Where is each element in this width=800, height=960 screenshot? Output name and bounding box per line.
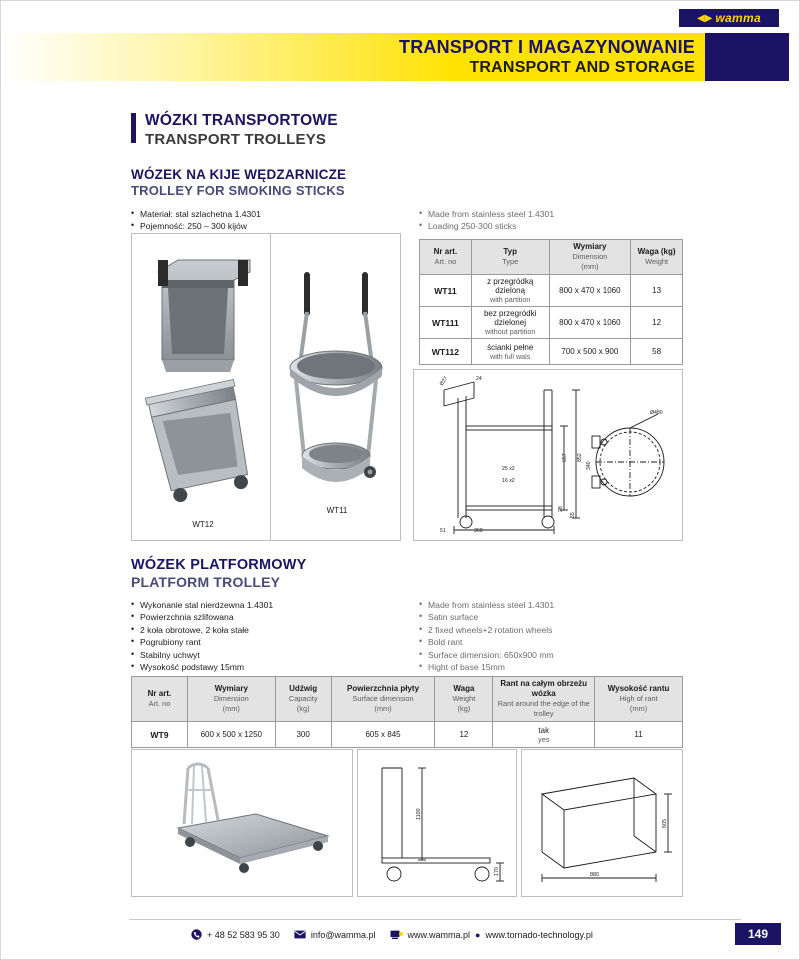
dim-340: 340 xyxy=(586,461,592,470)
header-title-en: TRANSPORT AND STORAGE xyxy=(469,59,695,76)
dim-880: 880 xyxy=(590,872,599,878)
cell-dimension: 800 x 470 x 1060 xyxy=(549,307,631,339)
dim-170: 170 xyxy=(494,867,500,876)
th-art-no: Nr art. Art. no xyxy=(132,677,188,722)
cell-capacity: 300 xyxy=(275,722,331,748)
list-item: • Satin surface xyxy=(419,611,669,623)
footer-divider xyxy=(129,919,741,920)
th-art-no: Nr art. Art. no xyxy=(420,240,472,275)
cell-type: bez przegródki dzielonej without partition xyxy=(471,307,549,339)
dot-separator-icon: ● xyxy=(475,929,481,940)
footer-phone-text: + 48 52 583 95 30 xyxy=(207,929,280,940)
product2-features-en xyxy=(419,599,669,673)
section-title-en: TRANSPORT TROLLEYS xyxy=(145,131,327,148)
dim-24: 24 xyxy=(476,376,482,382)
product1-photo-box xyxy=(131,233,401,541)
list-item: • Made from stainless steel 1.4301 xyxy=(419,599,669,611)
dim-605: 605 xyxy=(662,819,668,828)
list-item: • Pogrubiony rant xyxy=(131,636,401,648)
th-capacity: Udźwig Capacity (kg) xyxy=(275,677,331,722)
th-weight: Waga (kg) Weight xyxy=(631,240,683,275)
cell-type: ścianki pełne with full wals xyxy=(471,339,549,365)
dim-25: 25 x2 xyxy=(502,466,515,472)
dim-360: 360 xyxy=(474,528,483,534)
cell-dimension: 600 x 500 x 1250 xyxy=(187,722,275,748)
header-blue-band xyxy=(741,33,789,81)
cell-rant-height: 11 xyxy=(595,722,683,748)
th-dimension: Wymiary Dimension (mm) xyxy=(187,677,275,722)
page-number: 149 xyxy=(735,923,781,945)
table-row xyxy=(420,275,683,307)
product1-title-pl: WÓZEK NA KIJE WĘDZARNICZE xyxy=(131,167,347,182)
list-item: • Materiał: stal szlachetna 1.4301 xyxy=(131,208,391,220)
th-dimension: Wymiary Dimension (mm) xyxy=(549,240,631,275)
cell-type: z przegródką dzieloną with partition xyxy=(471,275,549,307)
list-item: • Pojemność: 250 – 300 kijów xyxy=(131,220,391,232)
table-row xyxy=(420,307,683,339)
dim-51: 51 xyxy=(440,528,446,534)
th-rant-height: Wysokość rantu High of rant (mm) xyxy=(595,677,683,722)
list-item: • Stabilny uchwyt xyxy=(131,649,401,661)
product2-title-pl: WÓZEK PLATFORMOWY xyxy=(131,557,307,573)
footer-web[interactable] xyxy=(390,930,593,940)
dim-28: 28 xyxy=(558,506,564,512)
cell-surface-dimension: 605 x 845 xyxy=(331,722,435,748)
phone-icon xyxy=(191,929,202,940)
table-row xyxy=(420,339,683,365)
photo-caption-left: WT12 xyxy=(192,520,214,529)
section-title-pl: WÓZKI TRANSPORTOWE xyxy=(145,112,338,129)
product1-spec-table-wrap xyxy=(419,239,683,365)
product-photo-wt9 xyxy=(132,750,352,896)
product1-title-en: TROLLEY FOR SMOKING STICKS xyxy=(131,183,345,198)
product2-title xyxy=(131,557,307,590)
list-item: • Loading 250-300 sticks xyxy=(419,220,669,232)
list-item: • Surface dimension: 650x900 mm xyxy=(419,649,669,661)
wamma-logo-icon: ◀▶ xyxy=(697,12,713,24)
globe-icon xyxy=(390,930,403,940)
product2-photo-box xyxy=(131,749,353,897)
mail-icon xyxy=(294,930,306,939)
product2-spec-table xyxy=(131,676,683,748)
list-item: • Made from stainless steel 1.4301 xyxy=(419,208,669,220)
dim-d27: Ø27 xyxy=(438,375,450,388)
list-item: • Bold rant xyxy=(419,636,669,648)
product1-spec-table xyxy=(419,239,683,365)
list-item: • 2 koła obrotowe, 2 koła stałe xyxy=(131,624,401,636)
product2-spec-table-wrap xyxy=(131,676,683,748)
product-photo-wt12 xyxy=(138,242,268,512)
footer-web2-text: www.tornado-technology.pl xyxy=(485,929,593,940)
dim-16: 16 x2 xyxy=(502,478,515,484)
product1-features-en xyxy=(419,208,669,233)
list-item: • 2 fixed wheels+2 rotation wheels xyxy=(419,624,669,636)
dim-d480: Ø480 xyxy=(650,410,663,416)
product2-title-en: PLATFORM TROLLEY xyxy=(131,574,281,590)
cell-art-no: WT112 xyxy=(420,339,472,365)
header-title-pl: TRANSPORT I MAGAZYNOWANIE xyxy=(399,37,695,57)
section-title xyxy=(145,112,338,148)
product2-side-drawing-box xyxy=(357,749,517,897)
cell-dimension: 800 x 470 x 1060 xyxy=(549,275,631,307)
product1-drawing-box xyxy=(413,369,683,541)
product2-side-drawing xyxy=(358,750,516,896)
cell-art-no: WT111 xyxy=(420,307,472,339)
page-header-band xyxy=(1,33,800,81)
list-item: • Powierzchnia szlifowana xyxy=(131,611,401,623)
cell-weight: 12 xyxy=(631,307,683,339)
th-weight: Waga Weight (kg) xyxy=(435,677,493,722)
photo-caption-right: WT11 xyxy=(326,506,348,515)
product2-features-pl xyxy=(131,599,401,673)
product-photo-wt11 xyxy=(278,260,396,506)
table-header-row xyxy=(420,240,683,275)
cell-rant-around: tak yes xyxy=(493,722,595,748)
header-titles xyxy=(399,37,695,77)
cell-weight: 13 xyxy=(631,275,683,307)
cell-dimension: 700 x 500 x 900 xyxy=(549,339,631,365)
list-item: • Wysokość podstawy 15mm xyxy=(131,661,401,673)
photo-box-divider xyxy=(270,234,271,540)
dim-852: 852 xyxy=(577,453,583,462)
product1-technical-drawing xyxy=(414,370,682,540)
list-item: • Hight of base 15mm xyxy=(419,661,669,673)
footer-email[interactable] xyxy=(294,930,376,940)
page-footer xyxy=(1,919,800,959)
product2-top-drawing xyxy=(522,750,682,896)
product1-features-pl xyxy=(131,208,391,233)
section-title-accent-bar xyxy=(131,113,136,143)
header-blue-band-inner xyxy=(705,33,743,81)
brand-name: wamma xyxy=(715,11,761,25)
th-surface-dimension: Powierzchnia płyty Surface dimension (mm) xyxy=(331,677,435,722)
cell-art-no: WT9 xyxy=(132,722,188,748)
cell-art-no: WT11 xyxy=(420,275,472,307)
product2-top-drawing-box xyxy=(521,749,683,897)
cell-weight: 58 xyxy=(631,339,683,365)
brand-logo xyxy=(679,9,779,27)
footer-phone xyxy=(191,929,280,940)
dim-1100: 1100 xyxy=(416,808,422,820)
dim-657: 657 xyxy=(562,453,568,462)
table-header-row xyxy=(132,677,683,722)
footer-contact xyxy=(191,929,593,940)
cell-weight: 12 xyxy=(435,722,493,748)
dim-55: 55 xyxy=(570,512,576,518)
product1-title xyxy=(131,167,346,198)
table-row xyxy=(132,722,683,748)
th-type: Typ Type xyxy=(471,240,549,275)
list-item: • Wykonanie stal nierdzewna 1.4301 xyxy=(131,599,401,611)
th-rant-around: Rant na całym obrzeżu wózka Rant around the edge of the trolley xyxy=(493,677,595,722)
footer-web1-text: www.wamma.pl xyxy=(407,929,471,940)
footer-email-text: info@wamma.pl xyxy=(310,929,376,940)
